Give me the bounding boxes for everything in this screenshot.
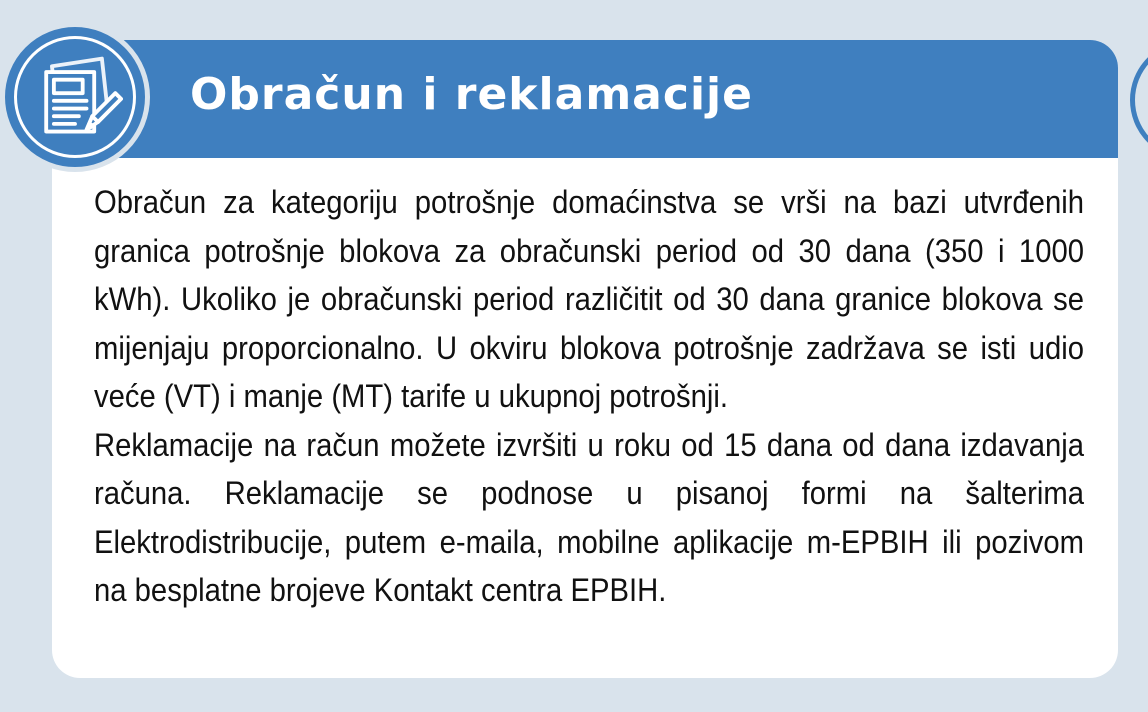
- billing-paragraph: Obračun za kategoriju potrošnje domaćinstva se vrši na bazi utvrđenih granica potrošnje blokova za obračunski period od 30 dana (350 i 1000 kWh). Ukoliko je obračunski period različitit od 30 dana granice blokova se mijenjaju proporcionalno. U okviru blokova potrošnje zadržava se isti udio veće (VT) i manje (MT) tarife u ukupnoj potrošnji.: [94, 184, 1084, 414]
- card-badge: [0, 22, 150, 172]
- card-body: [94, 178, 1084, 615]
- document-pen-icon: [27, 49, 123, 145]
- billing-card: [52, 40, 1118, 678]
- card-header: [52, 40, 1118, 158]
- complaints-paragraph: Reklamacije na račun možete izvršiti u roku od 15 dana od dana izdavanja računa. Reklamacije se podnose u pisanoj formi na šalterima Elektrodistribucije, putem e-maila, mobilne aplikacije m-EPBIH ili pozivom na besplatne brojeve Kontakt centra EPBIH.: [94, 426, 1084, 608]
- card-title: Obračun i reklamacije: [190, 69, 753, 120]
- next-card-badge: [1130, 40, 1148, 160]
